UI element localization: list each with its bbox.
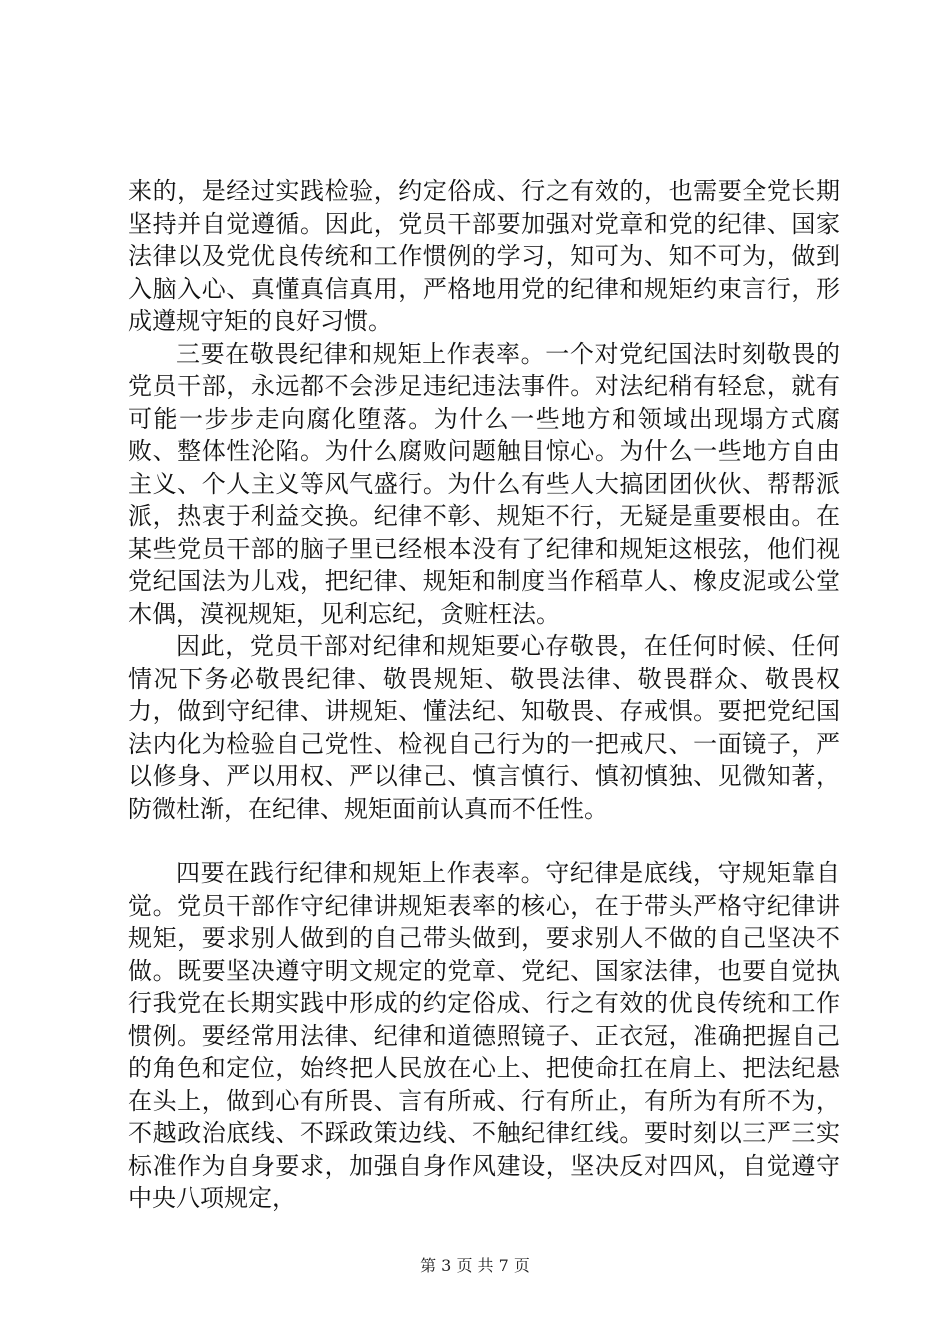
- paragraph-continuation: 来的，是经过实践检验，约定俗成、行之有效的，也需要全党长期坚持并自觉遵循。因此，党员干部要加强对党章和党的纪律、国家法律以及党优良传统和工作惯例的学习，知可为、知不可为，做到入脑入心、真懂真信真用，严格地用党的纪律和规矩约束言行，形成遵规守矩的良好习惯。: [128, 177, 840, 335]
- paragraph-therefore: 因此，党员干部对纪律和规矩要心存敬畏，在任何时候、任何情况下务必敬畏纪律、敬畏规矩、敬畏法律、敬畏群众、敬畏权力，做到守纪律、讲规矩、懂法纪、知敬畏、存戒惧。要把党纪国法内化为检验自己党性、检视自己行为的一把戒尺、一面镜子，严以修身、严以用权、严以律己、慎言慎行、慎初慎独、见微知著，防微杜渐，在纪律、规矩面前认真而不任性。: [128, 632, 840, 823]
- paragraph-gap: [128, 825, 840, 857]
- paragraph-point-three: 三要在敬畏纪律和规矩上作表率。一个对党纪国法时刻敬畏的党员干部，永远都不会涉足违纪违法事件。对法纪稍有轻怠，就有可能一步步走向腐化堕落。为什么一些地方和领域出现塌方式腐败、整体性沦陷。为什么腐败问题触目惊心。为什么一些地方自由主义、个人主义等风气盛行。为什么有些人大搞团团伙伙、帮帮派派，热衷于利益交换。纪律不彰、规矩不行，无疑是重要根由。在某些党员干部的脑子里已经根本没有了纪律和规矩这根弦，他们视党纪国法为儿戏，把纪律、规矩和制度当作稻草人、橡皮泥或公堂木偶，漠视规矩，见利忘纪，贪赃枉法。: [128, 339, 840, 628]
- page-number-footer: 第 3 页 共 7 页: [420, 1256, 530, 1275]
- paragraph-point-four: 四要在践行纪律和规矩上作表率。守纪律是底线，守规矩靠自觉。党员干部作守纪律讲规矩表率的核心，在于带头严格守纪律讲规矩，要求别人做到的自己带头做到，要求别人不做的自己坚决不做。既要坚决遵守明文规定的党章、党纪、国家法律，也要自觉执行我党在长期实践中形成的约定俗成、行之有效的优良传统和工作惯例。要经常用法律、纪律和道德照镜子、正衣冠，准确把握自己的角色和定位，始终把人民放在心上、把使命扛在肩上、把法纪悬在头上，做到心有所畏、言有所戒、行有所止，有所为有所不为，不越政治底线、不踩政策边线、不触纪律红线。要时刻以三严三实标准作为自身要求，加强自身作风建设，坚决反对四风，自觉遵守中央八项规定，: [128, 859, 840, 1212]
- document-body: [128, 175, 840, 1215]
